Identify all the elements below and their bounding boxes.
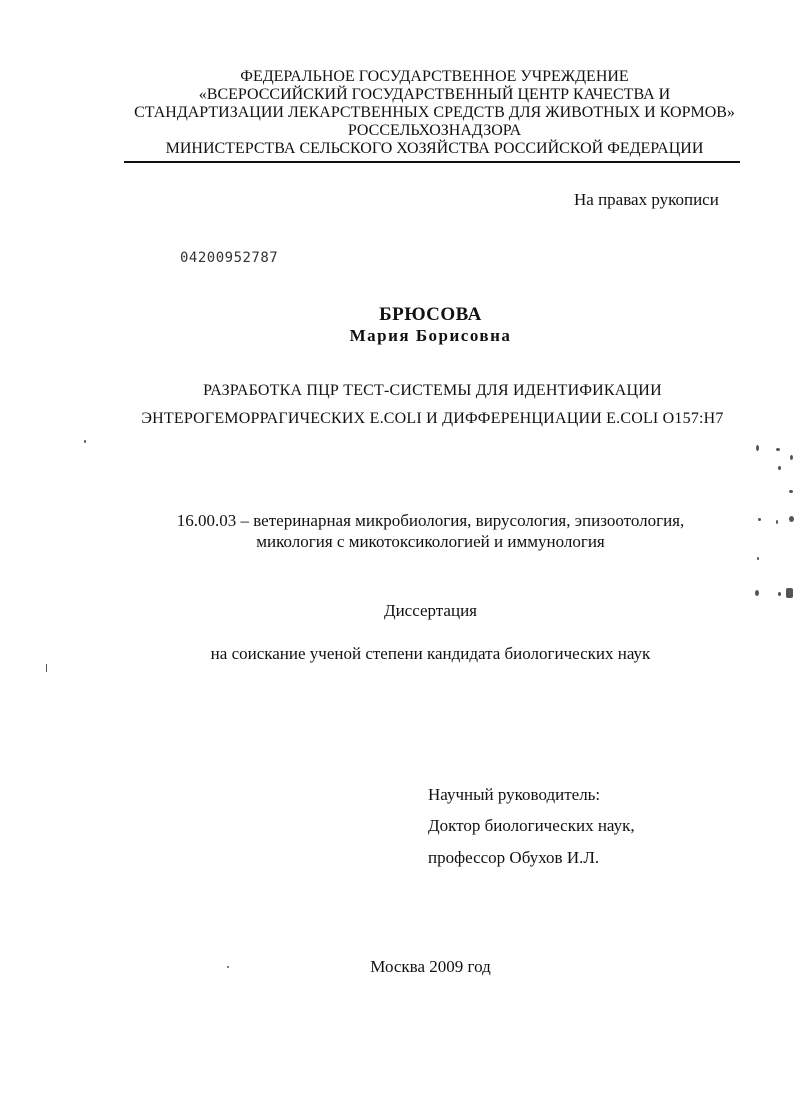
header-line-1: ФЕДЕРАЛЬНОЕ ГОСУДАРСТВЕННОЕ УЧРЕЖДЕНИЕ <box>240 68 629 85</box>
supervisor-degree: Доктор биологических наук, <box>428 816 635 835</box>
scan-speck <box>789 490 793 493</box>
city-year: Москва 2009 год <box>370 957 491 976</box>
scan-speck <box>758 518 761 521</box>
scan-speck <box>46 664 47 672</box>
scan-speck <box>778 592 781 596</box>
supervisor-label: Научный руководитель: <box>428 785 601 804</box>
supervisor-name: профессор Обухов И.Л. <box>428 848 600 867</box>
document-number: 04200952787 <box>180 250 279 266</box>
manuscript-note: На правах рукописи <box>574 190 719 209</box>
scan-speck <box>789 516 794 522</box>
scan-speck <box>786 588 793 598</box>
header-rule <box>124 161 740 163</box>
author-surname: БРЮСОВА <box>379 304 482 325</box>
specialty-line-1: 16.00.03 – ветеринарная микробиология, вирусология, эпизоотология, <box>176 511 685 530</box>
title-line-1: РАЗРАБОТКА ПЦР ТЕСТ-СИСТЕМЫ ДЛЯ ИДЕНТИФИКАЦИИ <box>203 382 662 399</box>
specialty-line-2: микология с микотоксикологией и иммунология <box>256 532 605 551</box>
scan-speck <box>84 440 86 443</box>
header-line-3: СТАНДАРТИЗАЦИИ ЛЕКАРСТВЕННЫХ СРЕДСТВ ДЛЯ ЖИВОТНЫХ И КОРМОВ» <box>134 104 735 121</box>
author-given-names: Мария Борисовна <box>349 326 512 345</box>
title-line-2: ЭНТЕРОГЕМОРРАГИЧЕСКИХ E.COLI И ДИФФЕРЕНЦИАЦИИ E.COLI O157:H7 <box>141 410 724 427</box>
scan-speck <box>790 455 793 460</box>
scan-speck <box>755 590 759 596</box>
document-type: Диссертация <box>383 601 477 620</box>
scan-speck <box>776 520 778 524</box>
scan-speck <box>776 448 780 451</box>
header-line-5: МИНИСТЕРСТВА СЕЛЬСКОГО ХОЗЯЙСТВА РОССИЙСКОЙ ФЕДЕРАЦИИ <box>165 140 704 157</box>
header-line-2: «ВСЕРОССИЙСКИЙ ГОСУДАРСТВЕННЫЙ ЦЕНТР КАЧЕСТВА И <box>198 86 671 103</box>
scan-speck <box>757 557 759 560</box>
scan-speck <box>756 445 759 451</box>
header-line-4: РОССЕЛЬХОЗНАДЗОРА <box>347 122 522 139</box>
degree-line: на соискание ученой степени кандидата биологических наук <box>210 644 651 663</box>
scan-speck <box>778 466 781 470</box>
scan-speck <box>227 966 229 968</box>
